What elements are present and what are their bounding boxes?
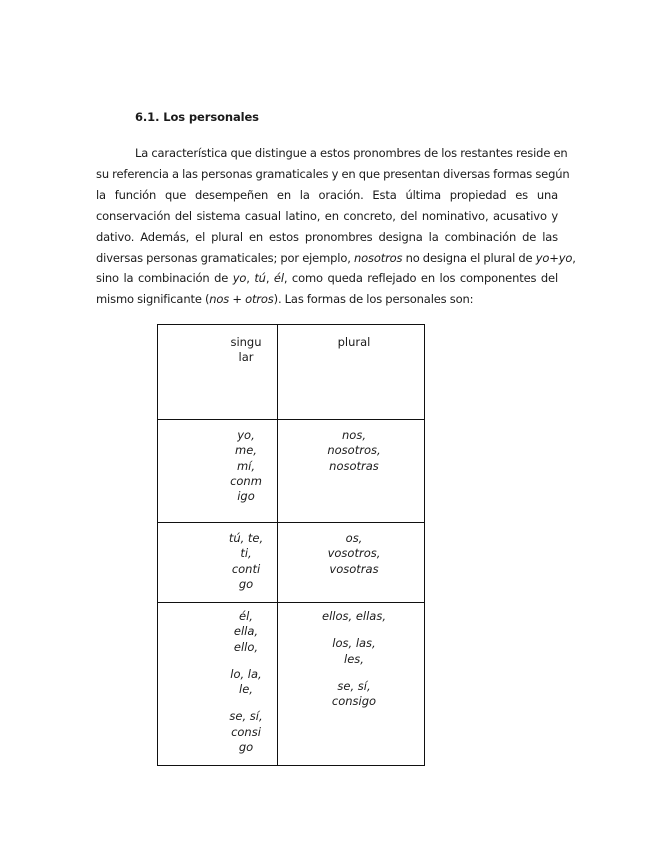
text-run: , como queda reflejado en los componentes del	[283, 271, 559, 286]
cell-line: me,	[235, 443, 257, 458]
cell-singular	[158, 603, 278, 766]
cell-line: nos,	[342, 428, 366, 442]
cell-line: ella,	[233, 624, 259, 639]
table-row	[158, 603, 425, 766]
cell-line: nosotros,	[327, 443, 381, 458]
italic-term: nos	[209, 292, 230, 307]
cell-plural	[278, 420, 425, 523]
text-run: ). Las formas de los personales son:	[273, 292, 474, 307]
cell-line: se, sí,	[337, 678, 371, 693]
text-run: diversas personas gramaticales; por ejemplo,	[96, 250, 354, 265]
paragraph-line: su referencia a las personas gramaticales y en que presentan diversas formas según	[96, 166, 570, 181]
cell-line: plural	[337, 335, 371, 349]
text-run: mismo significante (	[96, 292, 210, 307]
table-header-row	[158, 325, 425, 420]
cell-line: lar	[238, 350, 254, 365]
italic-term: yo+yo	[535, 250, 573, 265]
cell-line: consigo	[331, 694, 377, 709]
cell-plural	[278, 523, 425, 603]
cell-line: go	[238, 740, 254, 755]
cell-line: conti	[231, 561, 261, 576]
cell-line: go	[238, 576, 254, 591]
italic-term: nosotros	[353, 250, 403, 265]
section-heading: 6.1. Los personales	[135, 110, 259, 124]
italic-term: tú	[254, 271, 266, 286]
cell-line: os,	[345, 531, 363, 545]
cell-plural	[278, 603, 425, 766]
cell-line: mí,	[236, 458, 256, 473]
paragraph-line	[96, 268, 558, 289]
cell-singular	[158, 420, 278, 523]
text-run: ,	[572, 250, 576, 265]
paragraph-line: dativo. Además, el plural en estos pronombres designa la combinación de las	[96, 229, 558, 244]
italic-term: yo	[232, 271, 247, 286]
cell-line: singu	[230, 335, 262, 349]
header-cell-plural	[278, 325, 425, 420]
body-paragraph	[96, 143, 576, 310]
cell-line: yo,	[237, 428, 255, 442]
cell-line: consi	[231, 724, 261, 739]
cell-line: igo	[237, 489, 255, 504]
cell-line: vosotras	[329, 561, 379, 576]
paragraph-line	[96, 289, 558, 310]
cell-line: lo, la,	[230, 666, 262, 681]
cell-singular	[158, 523, 278, 603]
paragraph-line: conservación del sistema casual latino, en concreto, del nominativo, acusativo y	[96, 208, 558, 223]
paragraph-line	[96, 248, 576, 269]
text-run: no designa el plural de	[402, 250, 536, 265]
cell-line: él,	[239, 609, 253, 623]
cell-line: vosotros,	[327, 546, 381, 561]
cell-line: tú, te,	[228, 531, 264, 545]
cell-line: conm	[230, 473, 262, 488]
header-cell-singular	[158, 325, 278, 420]
paragraph-line: la función que desempeñen en la oración. Esta última propiedad es una	[96, 187, 558, 202]
paragraph-line: La característica que distingue a estos pronombres de los restantes reside en	[135, 146, 568, 160]
text-run: ,	[265, 271, 274, 286]
text-run: +	[229, 292, 246, 307]
text-run: ,	[246, 271, 255, 286]
cell-line: ellos, ellas,	[322, 609, 386, 623]
pronoun-table	[157, 324, 425, 766]
italic-term: otros	[245, 292, 274, 307]
cell-line: le,	[239, 682, 253, 697]
cell-line: ello,	[233, 639, 259, 654]
table-row	[158, 523, 425, 603]
cell-line: les,	[344, 651, 364, 666]
italic-term: él	[273, 271, 284, 286]
cell-line: nosotras	[329, 458, 379, 473]
table-row	[158, 420, 425, 523]
cell-line: se, sí,	[229, 709, 263, 724]
cell-line: ti,	[240, 546, 252, 561]
cell-line: los, las,	[332, 636, 376, 651]
text-run: sino la combinación de	[96, 271, 233, 286]
